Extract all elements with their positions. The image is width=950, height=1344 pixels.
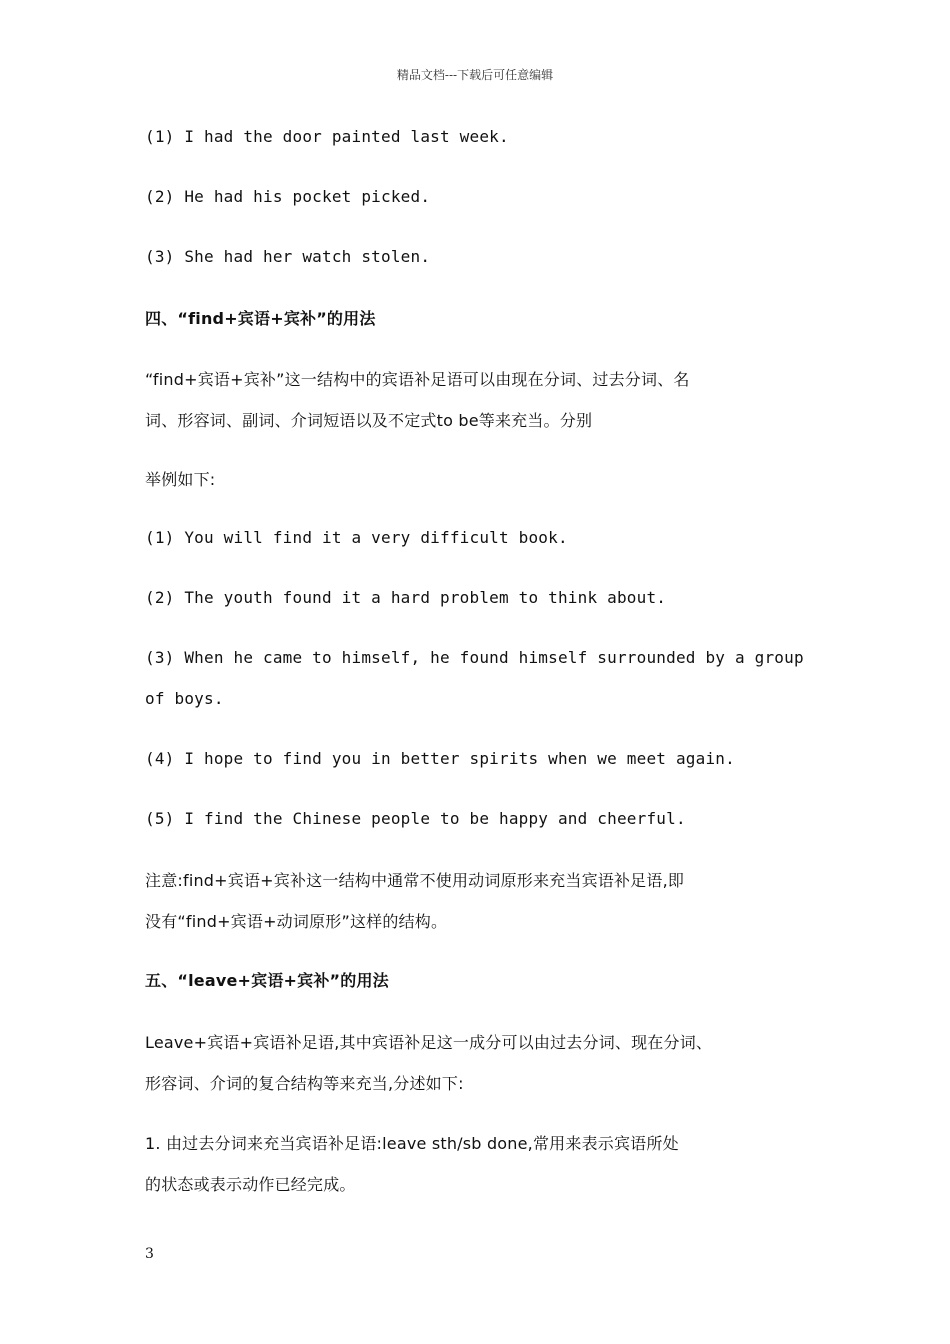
note-line: 没有“find+宾语+动词原形”这样的结构。 xyxy=(145,912,448,931)
paragraph-line: “find+宾语+宾补”这一结构中的宾语补足语可以由现在分词、过去分词、名 xyxy=(145,370,690,389)
paragraph-line: 词、形容词、副词、介词短语以及不定式to be等来充当。分别 xyxy=(145,411,593,430)
list-item: 1. 由过去分词来充当宾语补足语:leave sth/sb done,常用来表示宾语所处 xyxy=(145,1134,679,1153)
example-sentence: (2) He had his pocket picked. xyxy=(145,187,431,206)
example-sentence: (4) I hope to find you in better spirits when we meet again. xyxy=(145,749,735,768)
example-sentence: (1) You will find it a very difficult book. xyxy=(145,528,568,547)
paragraph-line: 形容词、介词的复合结构等来充当,分述如下: xyxy=(145,1074,464,1093)
paragraph-line: Leave+宾语+宾语补足语,其中宾语补足这一成分可以由过去分词、现在分词、 xyxy=(145,1033,713,1052)
example-sentence: (3) She had her watch stolen. xyxy=(145,247,431,266)
section-heading-4: 四、“find+宾语+宾补”的用法 xyxy=(145,309,376,328)
page-header: 精品文档---下载后可任意编辑 xyxy=(396,68,554,82)
example-sentence: (5) I find the Chinese people to be happy and cheerful. xyxy=(145,809,686,828)
example-sentence: (3) When he came to himself, he found himself surrounded by a group xyxy=(145,648,804,667)
paragraph-line: 举例如下: xyxy=(145,470,216,489)
list-item: 的状态或表示动作已经完成。 xyxy=(145,1175,356,1194)
example-sentence: (1) I had the door painted last week. xyxy=(145,127,509,146)
note-line: 注意:find+宾语+宾补这一结构中通常不使用动词原形来充当宾语补足语,即 xyxy=(145,871,685,890)
section-heading-5: 五、“leave+宾语+宾补”的用法 xyxy=(145,971,389,990)
page-number: 3 xyxy=(145,1246,154,1262)
example-sentence: of boys. xyxy=(145,689,224,708)
example-sentence: (2) The youth found it a hard problem to think about. xyxy=(145,588,667,607)
